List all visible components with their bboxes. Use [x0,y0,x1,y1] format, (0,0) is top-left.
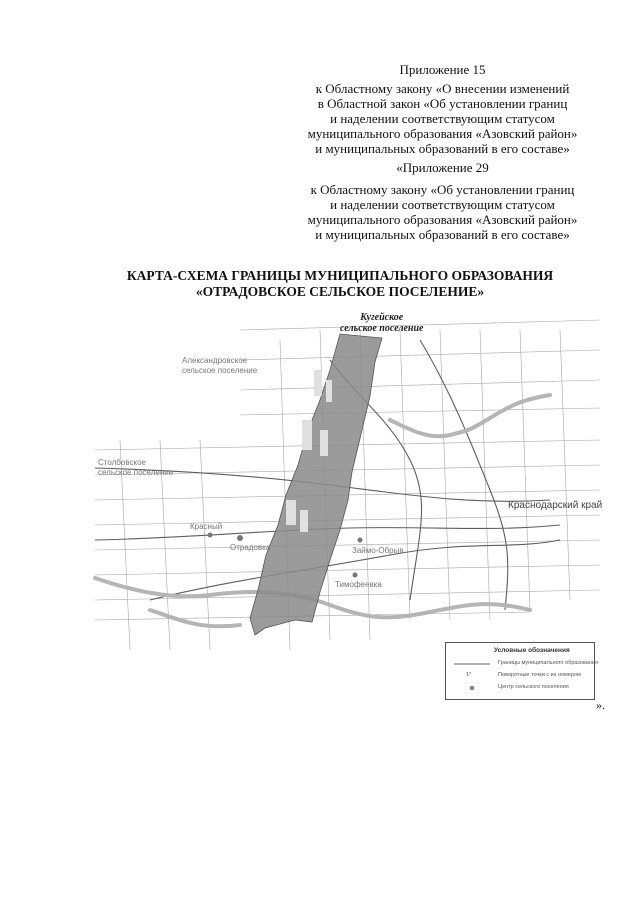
legend-item-boundary: Границы муниципального образования [498,660,598,666]
legend-row-boundary [452,659,598,669]
legend-point-label: 1* [466,672,472,678]
legend-item-points: Поворотные точки с их номером [498,672,581,678]
settlement-2-label: Займо-Обрыв [352,546,404,555]
annex-15-line-2: в Областной закон «Об установлении границ [317,96,568,111]
legend-title: Условные обозначения [494,647,570,654]
map-legend [445,642,598,700]
annex-15-line-1: к Областному закону «О внесении изменений [315,81,570,96]
title-line-1: КАРТА-СХЕМА ГРАНИЦЫ МУНИЦИПАЛЬНОГО ОБРАЗОВАНИЯ [126,268,554,283]
annex-15-heading: Приложение 15 [399,62,486,77]
annex-29-header [300,160,585,242]
legend-item-center: Центр сельского поселения [498,684,569,690]
legend-row-points [452,671,592,681]
annex-15-line-5: и муниципальных образований в его составе» [315,141,570,156]
center-marker-icon [454,686,490,690]
settlement-3-label: Тимофеевка [335,580,382,589]
neighbor-nw-label: Александровское сельское поселение [182,356,258,375]
annex-29-line-4: и муниципальных образований в его составе» [315,227,570,242]
annex-29-line-3: муниципального образования «Азовский район» [307,212,578,227]
neighbor-west-label: Столбовское сельское поселение [98,458,174,477]
settlement-1-label: Отрадовка [230,543,271,552]
annex-29-line-2: и наделении соответствующим статусом [330,197,555,212]
annex-15-line-3: и наделении соответствующим статусом [330,111,555,126]
neighbor-north-label: Кугейское сельское поселение [340,312,424,334]
title-line-2: «ОТРАДОВСКОЕ СЕЛЬСКОЕ ПОСЕЛЕНИЕ» [195,284,485,299]
region-east-label: Краснодарский край [508,500,603,511]
annex-29-heading: «Приложение 29 [396,160,489,175]
boundary-line-icon [454,662,490,666]
document-title [60,268,620,300]
annex-29-line-1: к Областному закону «Об установлении границ [310,182,575,197]
legend-row-center [452,683,592,693]
closing-quote: ». [596,698,605,712]
annex-15-header [300,62,585,156]
annex-15-line-4: муниципального образования «Азовский район» [307,126,578,141]
settlement-4-label: Красный [190,522,223,531]
